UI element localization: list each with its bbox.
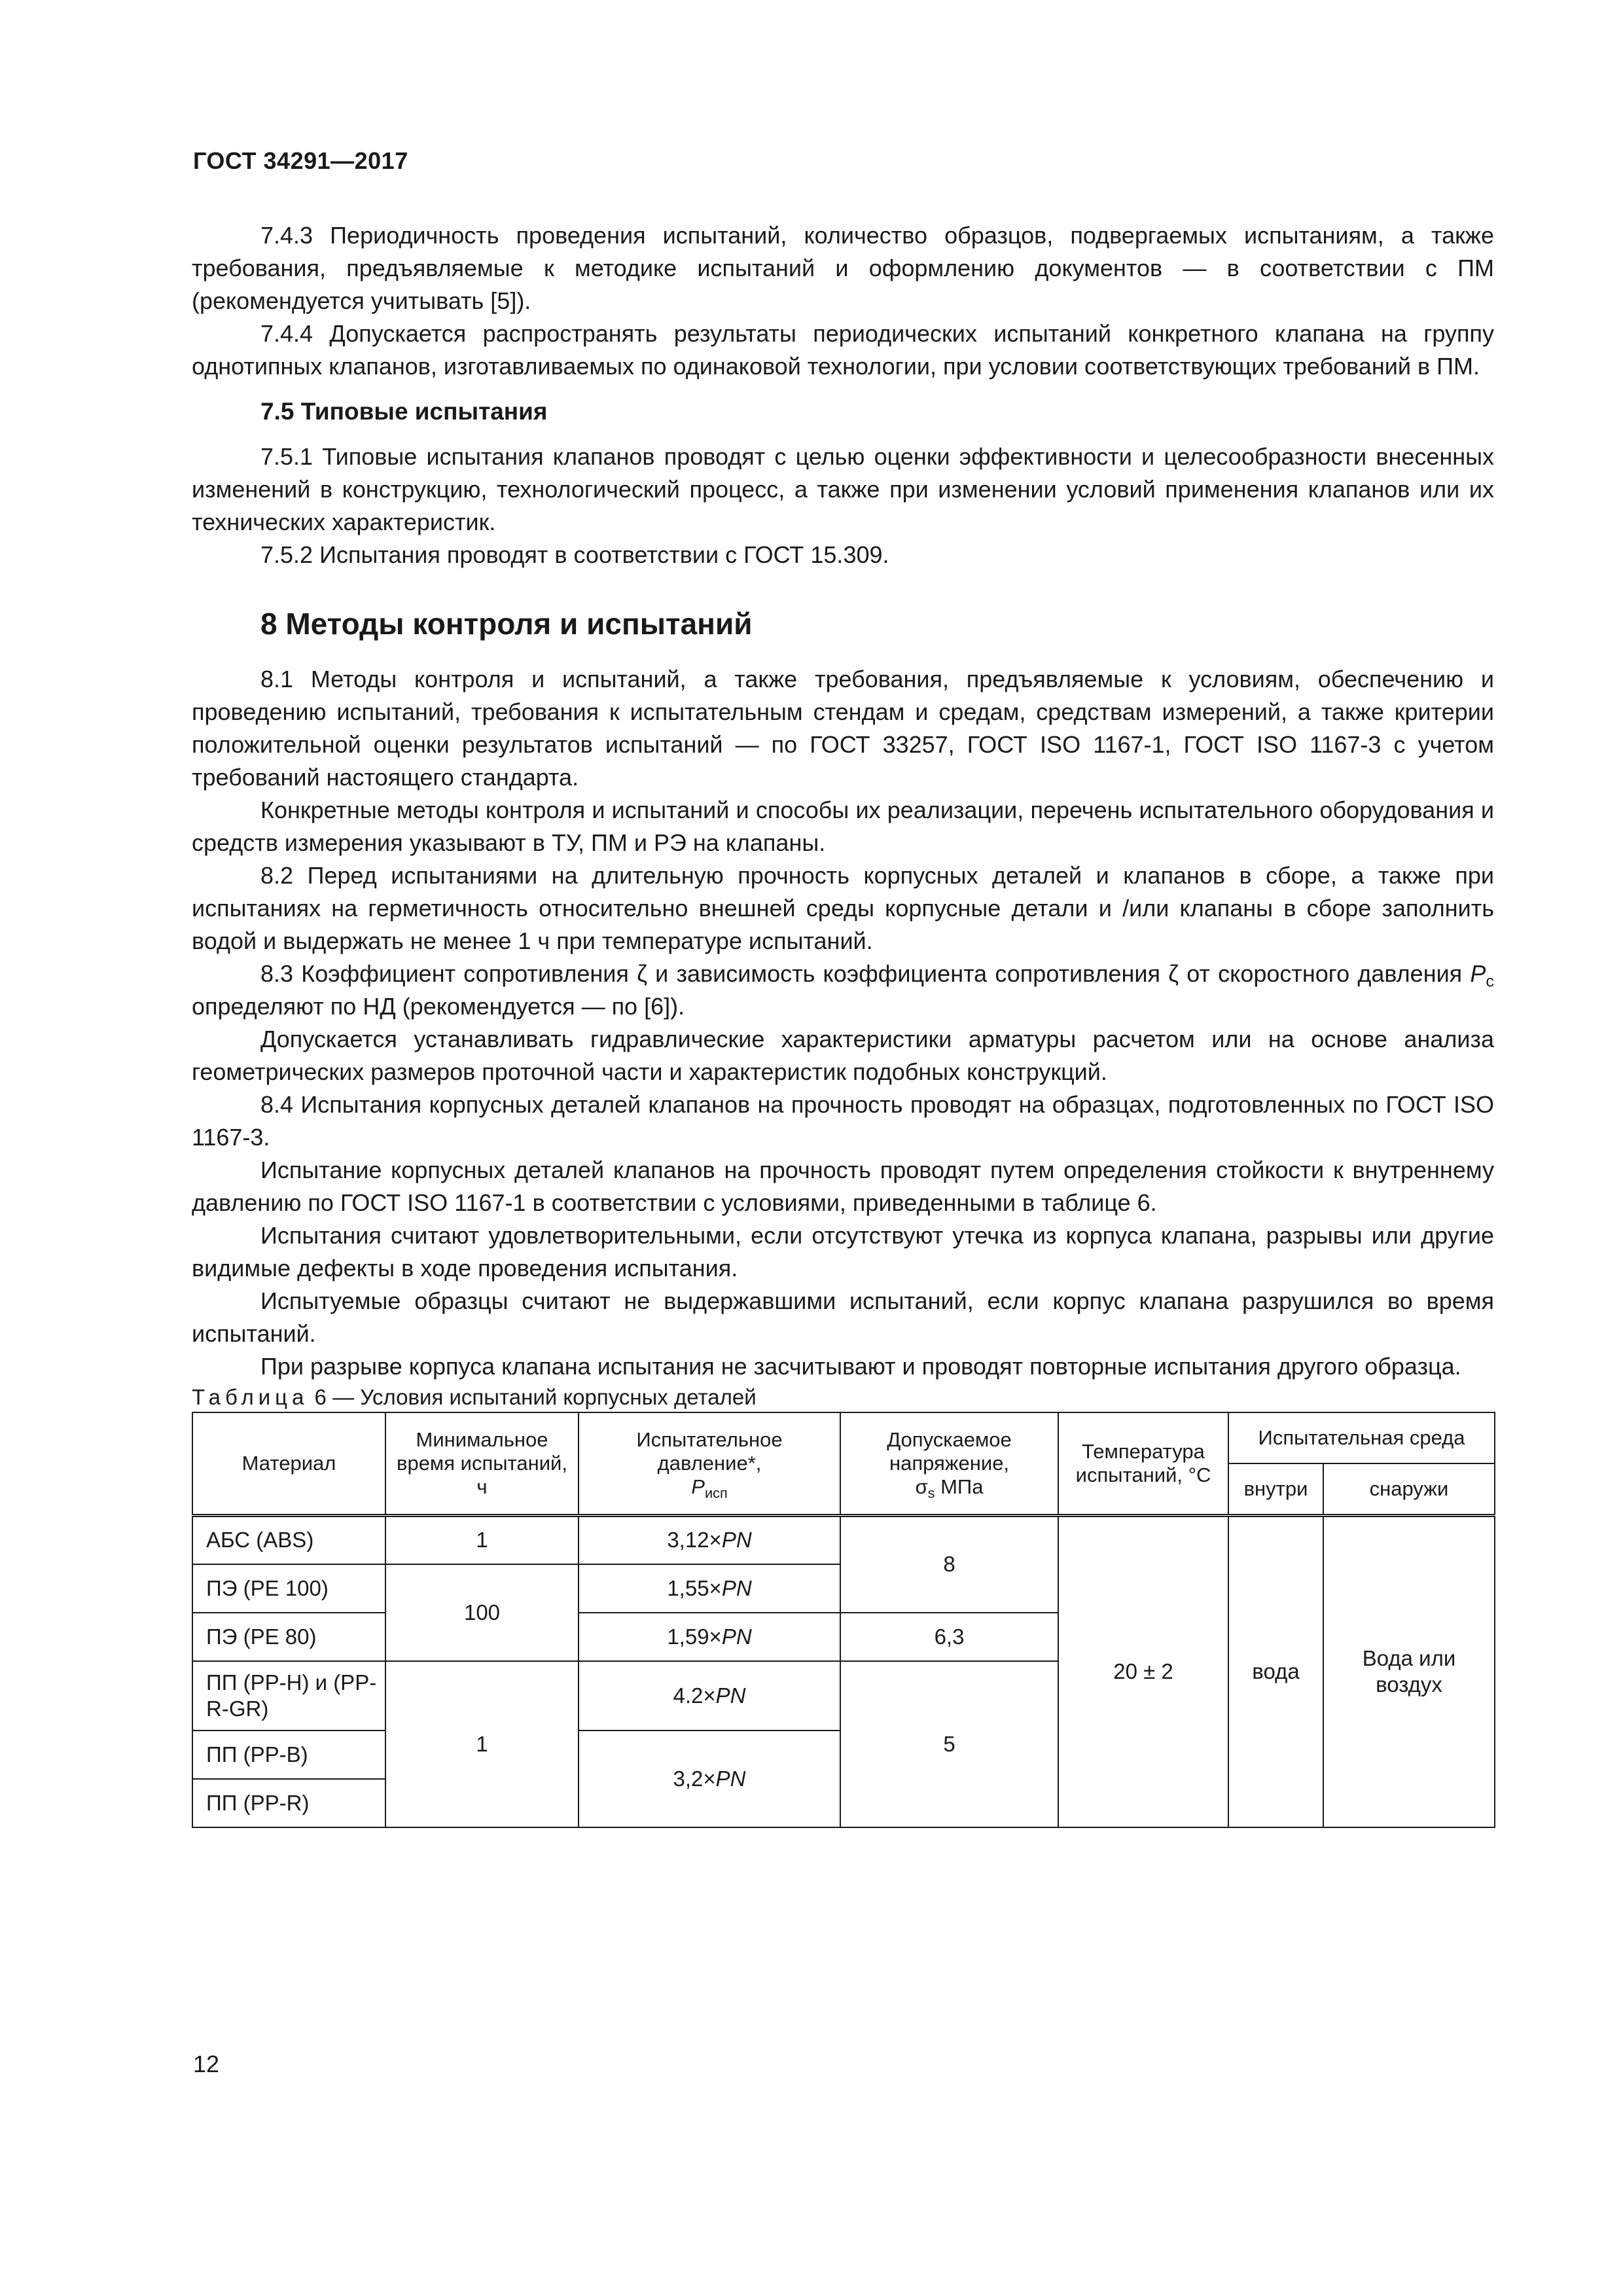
cell-temperature: 20 ± 2 — [1058, 1516, 1228, 1827]
paragraph-8-3-text-a: 8.3 Коэффициент сопротивления ζ и зависимость коэффициента сопротивления ζ от скоростного давления — [260, 960, 1471, 987]
page-content — [192, 219, 1494, 1828]
table-caption — [192, 1383, 1494, 1412]
paragraph-7-5-1: 7.5.1 Типовые испытания клапанов проводят с целью оценки эффективности и целесообразности внесенных изменений в конструкцию, технологический процесс, а также при изменении условий применения клапанов или их технических характеристик. — [192, 443, 1494, 535]
header-pressure-label: Испытательное давление*, — [636, 1428, 783, 1475]
cell-material: ПЭ (PE 80) — [192, 1613, 385, 1661]
header-stress-label: Допускаемое напряжение, — [887, 1428, 1012, 1475]
cell-pressure — [579, 1731, 840, 1827]
cell-material: ПП (PP-B) — [192, 1731, 385, 1779]
table-caption-text: 6 — Условия испытаний корпусных деталей — [308, 1385, 757, 1409]
pressure-value: 4.2× — [673, 1683, 716, 1708]
cell-time: 100 — [385, 1564, 579, 1661]
paragraph-7-5-2: 7.5.2 Испытания проводят в соответствии с ГОСТ 15.309. — [260, 541, 889, 568]
cell-material: ПЭ (PE 100) — [192, 1564, 385, 1613]
cell-stress: 5 — [840, 1661, 1058, 1827]
header-material: Материал — [192, 1412, 385, 1516]
table-caption-label: Таблица — [192, 1385, 309, 1409]
pressure-value: 3,12× — [667, 1528, 722, 1552]
cell-pressure — [579, 1564, 840, 1613]
page-number: 12 — [193, 2051, 220, 2077]
cell-outside-medium: Вода или воздух — [1323, 1516, 1495, 1827]
header-stress-subscript: s — [927, 1484, 935, 1501]
header-pressure-subscript: исп — [704, 1484, 728, 1501]
pressure-subscript: c — [1486, 972, 1494, 991]
pn-symbol: PN — [715, 1766, 746, 1791]
table-row — [192, 1516, 1495, 1564]
cell-time: 1 — [385, 1516, 579, 1564]
pressure-value: 1,59× — [667, 1624, 722, 1649]
header-min-time: Минимальное время испытаний, ч — [385, 1412, 579, 1516]
cell-material: ПП (PP-R) — [192, 1779, 385, 1827]
cell-material: ПП (PP-H) и (PP-R-GR) — [192, 1661, 385, 1731]
header-pressure — [579, 1412, 840, 1516]
cell-time: 1 — [385, 1661, 579, 1827]
cell-inside-medium: вода — [1228, 1516, 1323, 1827]
pn-symbol: PN — [721, 1528, 752, 1552]
pressure-value: 3,2× — [673, 1766, 716, 1791]
cell-pressure — [579, 1516, 840, 1564]
header-stress-unit: МПа — [935, 1475, 984, 1498]
paragraph-8-1-methods: Конкретные методы контроля и испытаний и способы их реализации, перечень испытательного оборудования и средств измерения указывают в ТУ, ПМ и РЭ на клапаны. — [192, 797, 1494, 856]
header-inside: внутри — [1228, 1463, 1323, 1516]
cell-stress: 8 — [840, 1516, 1058, 1613]
header-stress — [840, 1412, 1058, 1516]
pn-symbol: PN — [721, 1624, 752, 1649]
cell-pressure — [579, 1613, 840, 1661]
paragraph-8-4-rupture: При разрыве корпуса клапана испытания не засчитывают и проводят повторные испытания другого образца. — [260, 1353, 1461, 1380]
header-temperature: Температура испытаний, °С — [1058, 1412, 1228, 1516]
paragraph-8-4: 8.4 Испытания корпусных деталей клапанов на прочность проводят на образцах, подготовленных по ГОСТ ISO 1167-3. — [192, 1091, 1494, 1151]
paragraph-8-3-hydraulic: Допускается устанавливать гидравлические характеристики арматуры расчетом или на основе анализа геометрических размеров проточной части и характеристик подобных конструкций. — [192, 1026, 1494, 1085]
cell-pressure — [579, 1661, 840, 1731]
paragraph-8-4-satisfactory: Испытания считают удовлетворительными, если отсутствуют утечка из корпуса клапана, разрывы или другие видимые дефекты в ходе проведения испытания. — [192, 1222, 1494, 1282]
header-outside: снаружи — [1323, 1463, 1495, 1516]
section-title-8: 8 Методы контроля и испытаний — [260, 607, 753, 641]
subsection-title-7-5: 7.5 Типовые испытания — [260, 398, 548, 425]
paragraph-8-1: 8.1 Методы контроля и испытаний, а также требования, предъявляемые к условиям, обеспечению и проведению испытаний, требования к испытательным стендам и средам, средствам измерений, а также критерии положительной оценки результатов испытаний — по ГОСТ 33257, ГОСТ ISO 1167-1, ГОСТ ISO 1167-3 с учетом требований настоящего стандарта. — [192, 666, 1494, 791]
paragraph-8-4-failed: Испытуемые образцы считают не выдержавшими испытаний, если корпус клапана разрушился во время испытаний. — [192, 1287, 1494, 1347]
cell-material: АБС (ABS) — [192, 1516, 385, 1564]
paragraph-8-4-pressure: Испытание корпусных деталей клапанов на прочность проводят путем определения стойкости к внутреннему давлению по ГОСТ ISO 1167-1 в соответствии с условиями, приведенными в таблице 6. — [192, 1157, 1494, 1216]
pressure-value: 1,55× — [667, 1575, 722, 1600]
paragraph-7-4-4: 7.4.4 Допускается распространять результаты периодических испытаний конкретного клапана на группу однотипных клапанов, изготавливаемых по одинаковой технологии, при условии соответствующих требований в ПМ. — [192, 320, 1494, 380]
test-conditions-table — [192, 1412, 1495, 1828]
header-pressure-symbol: P — [691, 1475, 705, 1498]
document-id: ГОСТ 34291—2017 — [193, 147, 408, 174]
paragraph-7-4-3: 7.4.3 Периодичность проведения испытаний, количество образцов, подвергаемых испытаниям, а также требования, предъявляемые к методике испытаний и оформлению документов — в соответствии с ПМ (рекомендуется учитывать [5]). — [192, 222, 1494, 314]
header-stress-symbol: σ — [915, 1475, 928, 1498]
paragraph-8-2: 8.2 Перед испытаниями на длительную прочность корпусных деталей и клапанов в сборе, а также при испытаниях на герметичность относительно внешней среды корпусные детали и /или клапаны в сборе заполнить водой и выдержать не менее 1 ч при температуре испытаний. — [192, 862, 1494, 954]
pn-symbol: PN — [715, 1683, 746, 1708]
paragraph-8-3 — [192, 958, 1494, 1023]
header-test-medium: Испытательная среда — [1228, 1412, 1495, 1463]
pn-symbol: PN — [721, 1575, 752, 1600]
paragraph-8-3-text-b: определяют по НД (рекомендуется — по [6]). — [192, 993, 685, 1020]
pressure-symbol: P — [1470, 960, 1486, 987]
cell-stress: 6,3 — [840, 1613, 1058, 1661]
